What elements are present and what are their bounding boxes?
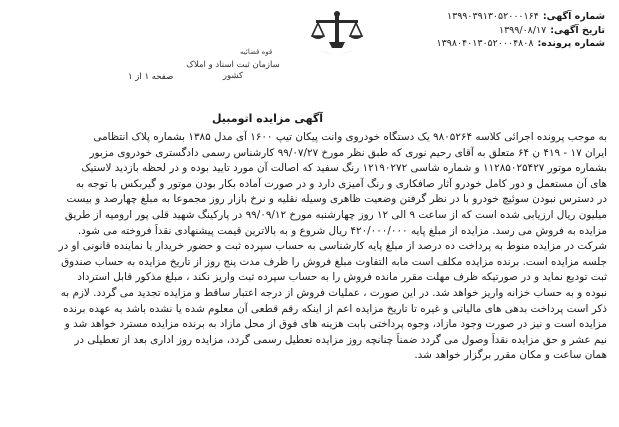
notice-meta xyxy=(375,10,605,51)
notice-body xyxy=(12,130,607,364)
body-line: مزایده است و نیز در صورت وجود مازاد، وجوه پرداختی بابت هزینه های فوق از محل مازاد به برنده مزایده مسترد خواهد شد و xyxy=(64,318,607,331)
file-number-label: شماره پرونده: xyxy=(537,38,605,49)
body-line: ذکر است پرداخت بدهی های مالیاتی و غیره تا تاریخ مزایده اعم از اینکه رقم قطعی آن معلوم شده یا نشده باشد به عهده برنده xyxy=(63,302,607,315)
body-line: به موجب پرونده اجرائی کلاسه ۹۸۰۵۲۶۴ یک دستگاه خودروی وانت پیکان تیپ ۱۶۰۰ آی مدل ۱۳۸۵ بشماره پلاک انتظامی xyxy=(93,131,607,143)
body-line: بشماره موتور ۱۱۲۸۵۰۲۵۴۲۷ و شماره شاسی ۱۲۱۹۰۲۷۲ رنگ سفید که اصالت آن مورد تایید بوده و در لحظه بازدید لاستیک xyxy=(81,162,607,175)
notice-number-value: ۱۳۹۹۰۳۹۱۳۰۵۲۰۰۰۱۶۴ xyxy=(447,11,539,22)
judiciary-label: قوه قضائیه xyxy=(240,48,273,56)
body-line: در دسترس نبودن سوئیچ خودرو با در نظر گرفتن وضعیت ظاهری وسیله نقلیه و نرخ بازار روز مجموعا به مبلغ چهارصد و بیست xyxy=(66,193,607,206)
notice-date-label: تاریخ آگهی: xyxy=(550,24,605,36)
notice-number-label: شماره آگهی: xyxy=(542,11,605,22)
body-line: شرکت در مزایده منوط به پرداخت ده درصد از مبلغ پایه کارشناسی به حساب سپرده ثبت و حضور خریدار یا نماینده قانونی او در xyxy=(58,240,607,253)
body-line: مزایده به فروش می رسد. مزایده از مبلغ پایه ۴۲۰/۰۰۰/۰۰۰ ریال شروع و به بالاترین قیمت پیشنهادی نقداً فروخته می شود. xyxy=(77,224,607,237)
emblem-icon xyxy=(300,6,374,78)
body-line: همان ساعت و مکان مقرر برگزار خواهد شد. xyxy=(414,349,607,362)
organization-logotype: سازمان ثبت اسناد و املاک کشور xyxy=(186,60,280,81)
body-line: ثبت تودیع نماید و در صورتیکه ظرف مهلت مقرر مانده فروش را به حساب سپرده ثبت واریز نکند ، مبلغ مذکور قابل استرداد xyxy=(77,271,607,284)
body-line: ایران ۱۷ - ۴۱۹ ن ۶۴ متعلق به آقای رحیم نوری که طبق نظر مورخ ۹۹/۰۷/۲۷ کارشناس رسمی دادگستری خودروی مزبور xyxy=(89,146,607,159)
body-line: میلیون ریال ارزیابی شده است که از ساعت ۹ الی ۱۲ روز چهارشنبه مورخ ۹۹/۰۹/۱۲ در پارکینگ شهید قلی پور ارومیه از طریق xyxy=(64,208,607,221)
notice-number-row xyxy=(375,10,605,24)
file-number-value: ۱۳۹۸۰۴۰۱۳۰۵۲۰۰۰۴۸۰۸ xyxy=(436,38,534,49)
body-line: جلسه مزایده است. برنده مزایده مکلف است مابه التفاوت مبلغ فروش را ظرف مدت پنج روز از تاریخ مزایده به حساب صندوق xyxy=(61,255,607,268)
body-line: های آن مستعمل و دور کامل خودرو آثار صافکاری و رنگ آمیزی دارد و در صورت آماده بکار بودن موتور و گیربکس با توجه به xyxy=(75,177,607,190)
page-indicator: صفحه ۱ از ۱ xyxy=(128,72,174,82)
file-number-row xyxy=(375,37,605,51)
body-line: نیم عشر و حق مزایده نقداً وصول می گردد ضمناً چنانچه روز مزایده تعطیل رسمی گردد، مزایده روز اداری بعد از تعطیلی در xyxy=(74,333,607,346)
notice-title: آگهی مزایده اتومبیل xyxy=(211,112,323,125)
body-line: نبوده و به حساب خزانه واریز خواهد شد. در این صورت ، عملیات فروش از درجه اعتبار ساقط و مزایده تجدید می گردد. لازم به xyxy=(60,286,607,299)
notice-date-row xyxy=(375,24,605,38)
notice-date-value: ۱۳۹۹/۰۸/۱۷ xyxy=(498,24,547,36)
